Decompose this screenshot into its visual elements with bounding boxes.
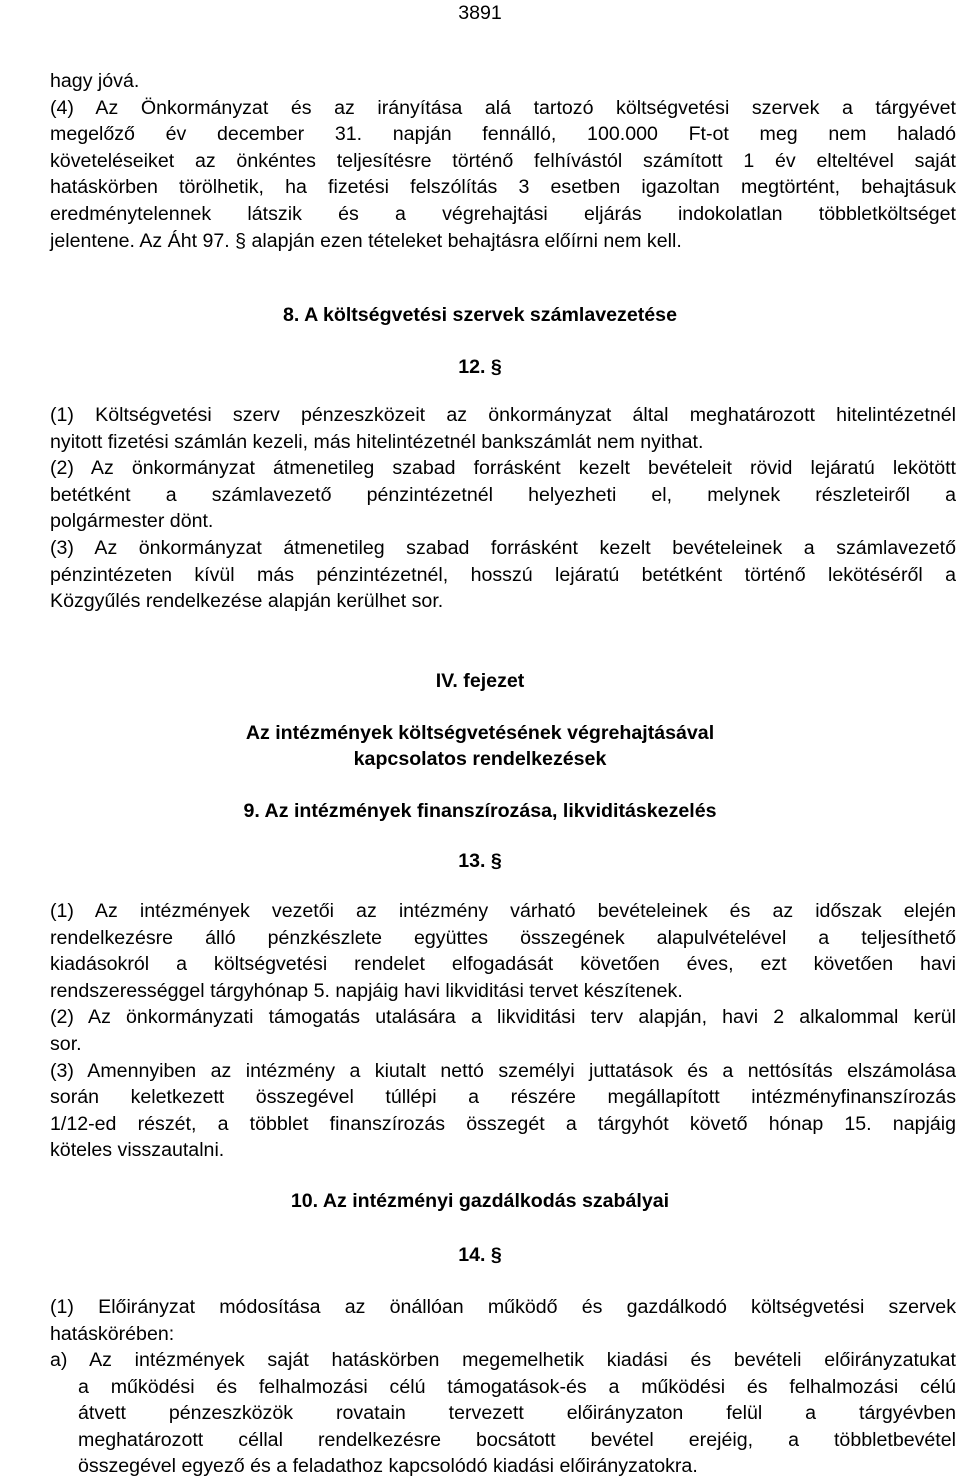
paragraph-mark: 13. § (458, 850, 502, 872)
text-line: (4) Az Önkormányzat és az irányítása alá tartozó költségvetési szervek a tárgyévet (50, 96, 956, 119)
section-heading: 10. Az intézményi gazdálkodás szabályai (290, 1190, 670, 1212)
section-9-body (50, 898, 956, 1164)
page-number: 3891 (458, 2, 502, 24)
text-line: hatáskörben törölhetik, ha fizetési felszólítás 3 esetben igazoltan megtörtént, behajtásuk (50, 176, 956, 199)
text-line: betétként a számlavezető pénzintézetnél helyezheti el, melynek részleteiről a (50, 483, 956, 506)
text-line: (2) Az önkormányzati támogatás utalására a likviditási terv alapján, havi 2 alkalommal kerül (50, 1006, 956, 1029)
text-line: rendelkezésre álló pénzkészlete együttes összegének alapulvételével a teljesíthető (50, 926, 956, 949)
paragraph-mark: 12. § (458, 356, 502, 378)
text-line: kiadásokról a költségvetési rendelet elfogadását követően éves, ezt követően havi (50, 953, 956, 976)
text-line: (3) Az önkormányzat átmenetileg szabad forrásként kezelt bevételeinek a számlavezető (50, 536, 956, 559)
text-line: pénzintézeten kívül más pénzintézetnél, hosszú lejáratú betétként történő lekötéséről a (50, 563, 956, 586)
text-line: eredménytelennek látszik és a végrehajtási eljárás indokolatlan többletköltséget (50, 202, 956, 225)
text-line: követeléseiket az önkéntes teljesítésre történő felhívástól számított 1 év elteltével saját (50, 149, 956, 172)
intro-paragraph (50, 68, 956, 254)
text-line: köteles visszautalni. (50, 1139, 225, 1162)
chapter-title-line: kapcsolatos rendelkezések (353, 748, 607, 770)
text-line: során keletkezett összegével túllépi a részére megállapított intézményfinanszírozás (50, 1086, 956, 1109)
text-line: jelentene. Az Áht 97. § alapján ezen tételeket behajtásra előírni nem kell. (50, 229, 682, 252)
text-line: összegével egyező és a feladathoz kapcsolódó kiadási előirányzatokra. (78, 1455, 698, 1478)
section-10-body (50, 1294, 956, 1347)
text-line: polgármester dönt. (50, 510, 214, 533)
text-line: (1) Előirányzat módosítása az önállóan működő és gazdálkodó költségvetési szervek (50, 1296, 956, 1318)
text-line: (3) Amennyiben az intézmény a kiutalt nettó személyi juttatások és a nettósítás elszámolása (50, 1059, 956, 1082)
text-line: a) Az intézmények saját hatáskörben megemelhetik kiadási és bevételi előirányzatukat (50, 1349, 956, 1371)
text-line: hatáskörében: (50, 1322, 175, 1345)
text-line: (2) Az önkormányzat átmenetileg szabad forrásként kezelt bevételeit rövid lejáratú lekötött (50, 457, 956, 480)
text-line: (1) Az intézmények vezetői az intézmény várható bevételeinek és az időszak elején (50, 900, 956, 922)
chapter-title (0, 720, 960, 772)
text-line: (1) Költségvetési szerv pénzeszközeit az önkormányzat által meghatározott hitelintézetnél (50, 404, 956, 426)
text-line: a működési és felhalmozási célú támogatások-és a működési és felhalmozási célú (78, 1375, 956, 1398)
text-line: megelőző év december 31. napján fennálló, 100.000 Ft-ot meg nem haladó (50, 123, 956, 146)
text-line: nyitott fizetési számlán kezeli, más hitelintézetnél bankszámlát nem nyithat. (50, 430, 704, 453)
section-heading: 9. Az intézmények finanszírozása, likviditáskezelés (243, 800, 717, 822)
chapter-title-line: Az intézmények költségvetésének végrehajtásával (245, 722, 715, 744)
section-10-item-a-continuation (78, 1374, 956, 1480)
text-line: átvett pénzeszközök rovatain tervezett előirányzaton felül a tárgyévben (78, 1402, 956, 1425)
paragraph-mark: 14. § (458, 1244, 502, 1266)
section-heading: 8. A költségvetési szervek számlavezetése (283, 304, 677, 326)
section-10-item-a (50, 1347, 956, 1374)
text-line: 1/12-ed részét, a többlet finanszírozás összegét a tárgyhót követő hónap 15. napjáig (50, 1112, 956, 1135)
text-line: hagy jóvá. (50, 70, 140, 92)
text-line: meghatározott céllal rendelkezésre bocsátott bevétel erejéig, a többletbevétel (78, 1428, 956, 1451)
text-line: sor. (50, 1032, 82, 1055)
section-8-body (50, 402, 956, 615)
text-line: rendszerességgel tárgyhónap 5. napjáig havi likviditási tervet készítenek. (50, 979, 683, 1002)
text-line: Közgyűlés rendelkezése alapján kerülhet sor. (50, 590, 444, 613)
chapter-number: IV. fejezet (435, 670, 525, 692)
